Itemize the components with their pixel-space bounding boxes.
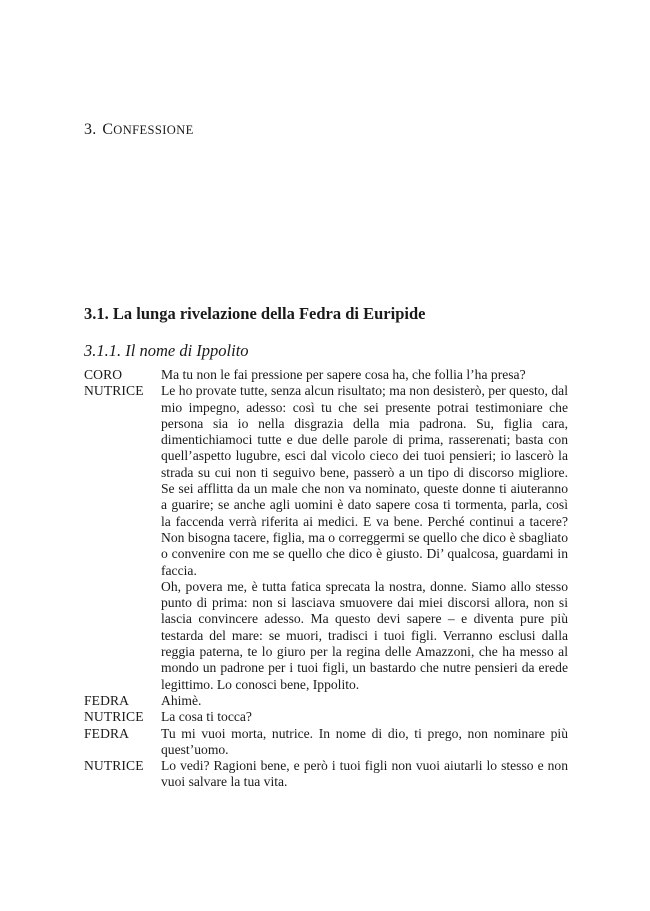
chapter-number: 3. — [84, 121, 97, 138]
dialogue-line — [84, 367, 568, 383]
chapter-title-rest: ONFESSIONE — [113, 123, 194, 137]
dialogue-line — [84, 726, 568, 759]
speaker-name: FEDRA — [84, 725, 130, 741]
chapter-title-initial: C — [102, 121, 114, 138]
speaker-name: CORO — [84, 367, 123, 382]
dialogue-line — [84, 758, 568, 791]
speaker-name — [84, 579, 161, 693]
dialogue-line — [84, 383, 568, 579]
speech-text: Oh, povera me, è tutta fatica sprecata la nostra, donne. Siamo allo stesso punto di prima: non si lasciava smuovere dai miei discorsi allora, non si lascia convincere adesso. Ma questo devi sapere – e diventa pure più testarda del mare: se muori, tradisci i tuoi figli. Verranno esclusi dalla reggia paterna, te lo giuro per la regina delle Amazzoni, che ha messo al mondo un padrone per i tuoi figli, un bastardo che nutre pensieri da erede legittimo. Lo conosci bene, Ippolito. — [161, 578, 568, 692]
speaker-name: NUTRICE — [84, 709, 144, 725]
chapter-heading — [84, 121, 194, 139]
speaker-name: FEDRA — [84, 692, 130, 708]
speech-text: Tu mi vuoi morta, nutrice. In nome di dio, ti prego, non nominare più quest’uomo. — [161, 725, 568, 757]
dialogue-line — [84, 693, 568, 709]
speaker-name: NUTRICE — [84, 383, 144, 399]
speech-text: Ma tu non le fai pressione per sapere cosa ha, che follia l’ha presa? — [161, 367, 526, 382]
dialogue-line — [84, 709, 568, 725]
subsection-heading: 3.1.1. Il nome di Ippolito — [84, 341, 249, 360]
speaker-name: NUTRICE — [84, 758, 144, 774]
dialogue-block — [84, 367, 568, 791]
speech-text: Ahimè. — [161, 692, 202, 708]
speech-text: Le ho provate tutte, senza alcun risultato; ma non desisterò, per questo, dal mio impegno, adesso: così tu che sei presente potrai testimoniare che persona sia io nella disgrazia della mia padrona. Su, figlia cara, dimentichiamoci tutte e due delle parole di prima, rasserenati; basta con quell’aspetto lugubre, esci dal vicolo cieco dei tuoi pensieri; io lascerò la strada su cui non ti seguivo bene, passerò a un tipo di discorso migliore. Se sei afflitta da un male che non va nominato, queste donne ti aiuteranno a guarire; se anche agli uomini è dato sapere cosa ti tormenta, parla, così la faccenda verrà riferita ai medici. E va bene. Perché continui a tacere? Non bisogna tacere, figlia, ma o correggermi se quello che dico è sbagliato o convenire con me se quello che dico è giusto. Di’ qualcosa, guardami in faccia. — [161, 383, 568, 578]
speech-text: La cosa ti tocca? — [161, 709, 252, 725]
section-heading: 3.1. La lunga rivelazione della Fedra di Euripide — [84, 304, 426, 323]
dialogue-line — [84, 579, 568, 693]
speech-text: Lo vedi? Ragioni bene, e però i tuoi figli non vuoi aiutarli lo stesso e non vuoi salvare la tua vita. — [161, 758, 568, 790]
